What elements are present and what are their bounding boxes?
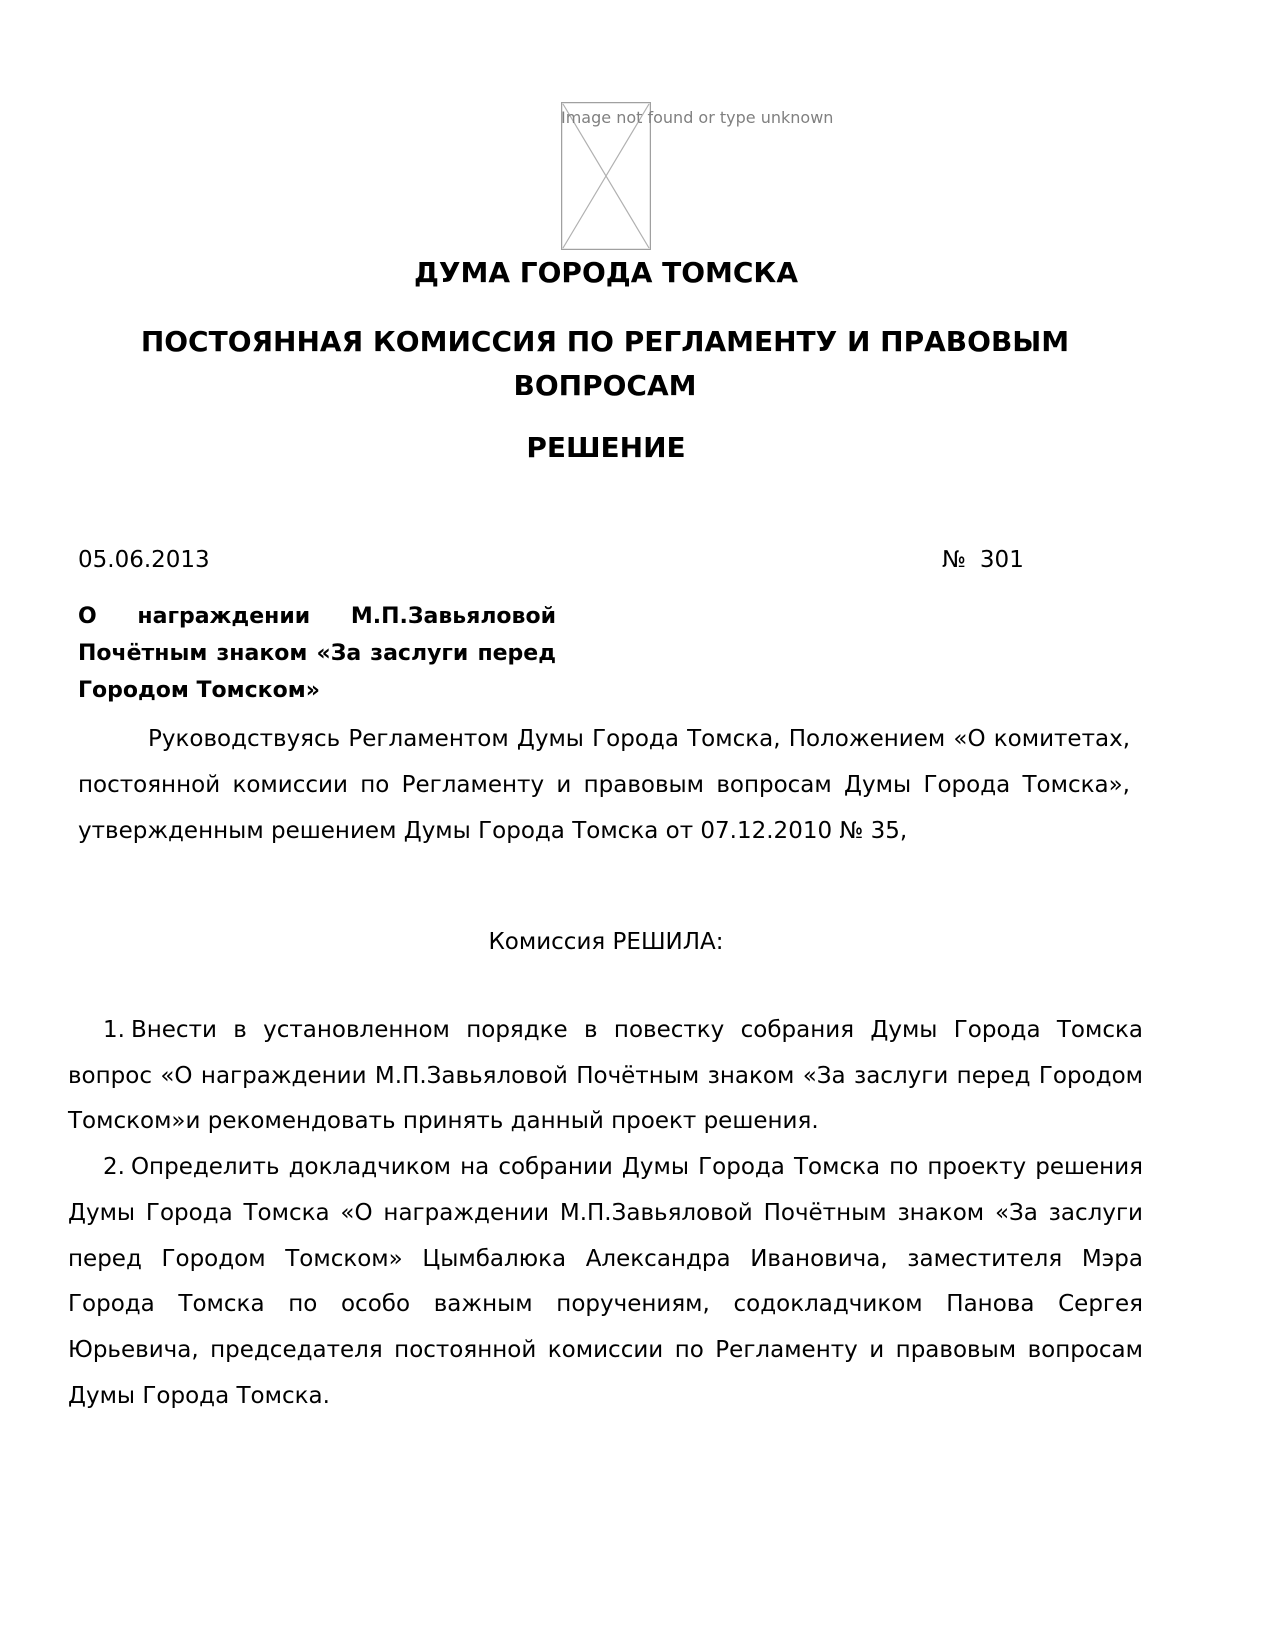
decision-date: 05.06.2013 [78,547,210,573]
number-sign: № [942,547,966,573]
item-text: Определить докладчиком на собрании Думы Города Томска по проекту решения Думы Города Томска «О награждении М.П.Завьяловой Почётным знаком «За заслуги перед Городом Томском» Цымбалюка Александра Ивановича, заместителя Мэра Города Томска по особо важным поручениям, содокладчиком Панова Сергея Юрьевича, председателя постоянной комиссии по Регламенту и правовым вопросам Думы Города Томска. [68,1154,1143,1409]
decision-items [68,1008,1143,1419]
number-value: 301 [979,547,1024,573]
document-type: РЕШЕНИЕ [526,431,686,464]
emblem-alt-text: Image not found or type unknown [561,108,834,127]
decision-subject: О награждении М.П.Завьяловой Почётным знаком «За заслуги перед Городом Томском» [78,604,556,703]
resolved-heading: Комиссия РЕШИЛА: [488,929,724,955]
decision-item [68,1145,1143,1419]
item-number: 1. [103,1017,125,1043]
intro-paragraph: Руководствуясь Регламентом Думы Города Томска, Положением «О комитетах, постоянной комиссии по Регламенту и правовым вопросам Думы Города Томска», утвержденным решением Думы Города Томска от 07.12.2010 № 35, [78,726,1130,844]
decision-number [942,547,1024,573]
commission-title: ПОСТОЯННАЯ КОМИССИЯ ПО РЕГЛАМЕНТУ И ПРАВОВЫМ ВОПРОСАМ [140,325,1070,402]
item-number: 2. [103,1154,125,1181]
item-text: Внести в установленном порядке в повестку собрания Думы Города Томска вопрос «О награждении М.П.Завьяловой Почётным знаком «За заслуги перед Городом Томском»и рекомендовать принять данный проект решения. [68,1017,1143,1135]
decision-item [68,1008,1143,1145]
organization-title: ДУМА ГОРОДА ТОМСКА [413,256,798,289]
